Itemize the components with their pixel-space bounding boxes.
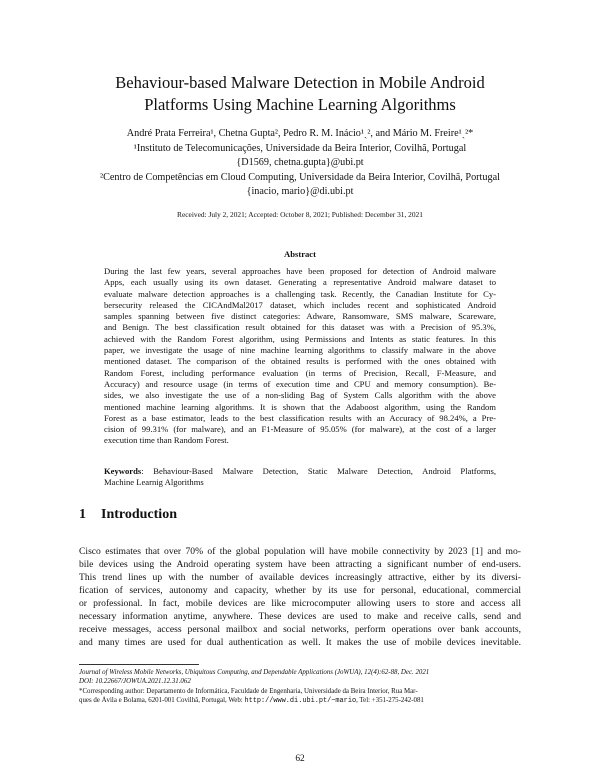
abstract-line: Forest as a base estimator, leads to the best classification results with an Accuracy of 98.24%, a Pre-: [104, 412, 496, 423]
abstract-line: samples spanning between five distinct categories: Adware, Ransomware, SMS malware, Scareware,: [104, 311, 496, 322]
doi: DOI: 10.22667/JOWUA.2021.12.31.062: [79, 678, 191, 686]
author-block: [70, 127, 530, 200]
body-line: This trend lines up with the number of available devices increasingly attractive, either by its diversi-: [79, 572, 521, 583]
body-line: necessary information anytime, anywhere. These devices are used to make and receive calls, send and: [79, 611, 521, 622]
affiliation-2-emails: {inacio, mario}@di.ubi.pt: [246, 186, 354, 197]
abstract-line: mentioned machine learning algorithms. It is shown that the Adaboost algorithm, using the Random: [104, 401, 496, 412]
body-line: receive messages, access personal mailbox and social networks, perform operations over bank accounts,: [79, 624, 521, 635]
section-title: Introduction: [101, 507, 177, 522]
phone-text: , Tel: +351-275-242-081: [356, 697, 424, 705]
corresponding-author-note-cont: [79, 696, 521, 705]
publication-dates: Received: July 2, 2021; Accepted: October 8, 2021; Published: December 31, 2021: [177, 210, 423, 219]
abstract-line: mentioned dataset. The comparison of the obtained results is performed with the ones obtained with: [104, 356, 496, 367]
keywords-text: : Behaviour-Based Malware Detection, Static Malware Detection, Android Platforms,: [141, 466, 496, 476]
page-number: 62: [295, 754, 305, 764]
abstract-line: Random Forest, including performance evaluation (in terms of Precision, Recall, F-Measure, and: [104, 367, 496, 378]
paper-title: [70, 72, 530, 116]
abstract-line: evaluate malware detection approaches is a challenging task. Recently, the Canadian Institute for Cy-: [104, 288, 496, 299]
body-line: bile devices using the Android operating system have been attracting a significant number of end-users.: [79, 559, 521, 570]
address-text: ques de Ávila e Bolama, 6201-001 Covilhã, Portugal, Web:: [79, 697, 245, 705]
author-list: André Prata Ferreira¹, Chetna Gupta², Pedro R. M. Inácio¹ˎ², and Mário M. Freire¹ˎ²*: [126, 128, 474, 139]
abstract-line: cision of 99.31% (for malware), and an F1-Measure of 95.05% (for malware), at the cost of a larger: [104, 424, 496, 435]
keywords-label: Keywords: [104, 466, 142, 476]
abstract-line: Apps, each usually using its own dataset. Generating a representative Android malware dataset to: [104, 277, 496, 288]
section-heading: [79, 507, 177, 523]
abstract-line: Accuracy) and resource usage (in terms of execution time and CPU and memory consumption). Be-: [104, 378, 496, 389]
corresponding-author-note: *Corresponding author: Departamento de Informática, Faculdade de Engenharia, Universidade da Beira Interior, Rua Mar-: [79, 687, 418, 695]
abstract-body: [104, 266, 496, 447]
affiliation-2: ²Centro de Competências em Cloud Computing, Universidade da Beira Interior, Covilhã, Portugal: [100, 171, 500, 183]
web-link[interactable]: http://www.di.ubi.pt/~mario: [244, 697, 357, 706]
journal-citation: Journal of Wireless Mobile Networks, Ubiquitous Computing, and Dependable Applications (JoWUA), 12(4):62-88, Dec. 2021: [79, 669, 430, 676]
introduction-body: [79, 545, 521, 649]
section-number: 1: [79, 507, 86, 522]
footnote-divider: [79, 664, 199, 665]
body-line: Cisco estimates that over 70% of the global population will have mobile connectivity by 2023 [1] and mo-: [79, 546, 521, 557]
abstract-line: bersecurity released the CICAndMal2017 dataset, which includes recent and sophisticated Android: [104, 299, 496, 310]
footnotes: [79, 668, 521, 706]
keywords-line: [104, 466, 496, 477]
title-line: Behaviour-based Malware Detection in Mobile Android: [115, 73, 485, 92]
abstract-line: During the last few years, several approaches have been proposed for detection of Android malware: [104, 266, 496, 276]
body-line: or professional. In fact, mobile devices are like microcomputer allowing users to store and access all: [79, 598, 521, 609]
abstract-line: and Benign. The best classification result obtained for this dataset was with a Precision of 95.3%,: [104, 322, 496, 333]
abstract-line: paper, we investigate the usage of nine machine learning algorithms to classify malware in the above: [104, 345, 496, 356]
abstract-line: sides, we also investigate the use of a non-sliding Bag of System Calls algorithm with the above: [104, 390, 496, 401]
abstract-line: execution time than Random Forest.: [104, 435, 229, 446]
keywords-line: Machine Learnig Algorithms: [104, 477, 204, 488]
keywords: [104, 466, 496, 489]
body-line: fication of services, autonomy and capacity, whether by its use for personal, educational, commercial: [79, 585, 521, 596]
abstract-heading: Abstract: [284, 249, 316, 259]
affiliation-1-emails: {D1569, chetna.gupta}@ubi.pt: [236, 157, 364, 168]
body-line: and many times are used for dual authentication as well. It makes the use of mobile devices inevitable.: [79, 637, 521, 648]
title-line: Platforms Using Machine Learning Algorithms: [144, 95, 456, 114]
affiliation-1: ¹Instituto de Telecomunicações, Universidade da Beira Interior, Covilhã, Portugal: [133, 142, 467, 154]
abstract-line: achieved with the Random Forest algorithm, using Permissions and Intents as static features. In this: [104, 333, 496, 344]
